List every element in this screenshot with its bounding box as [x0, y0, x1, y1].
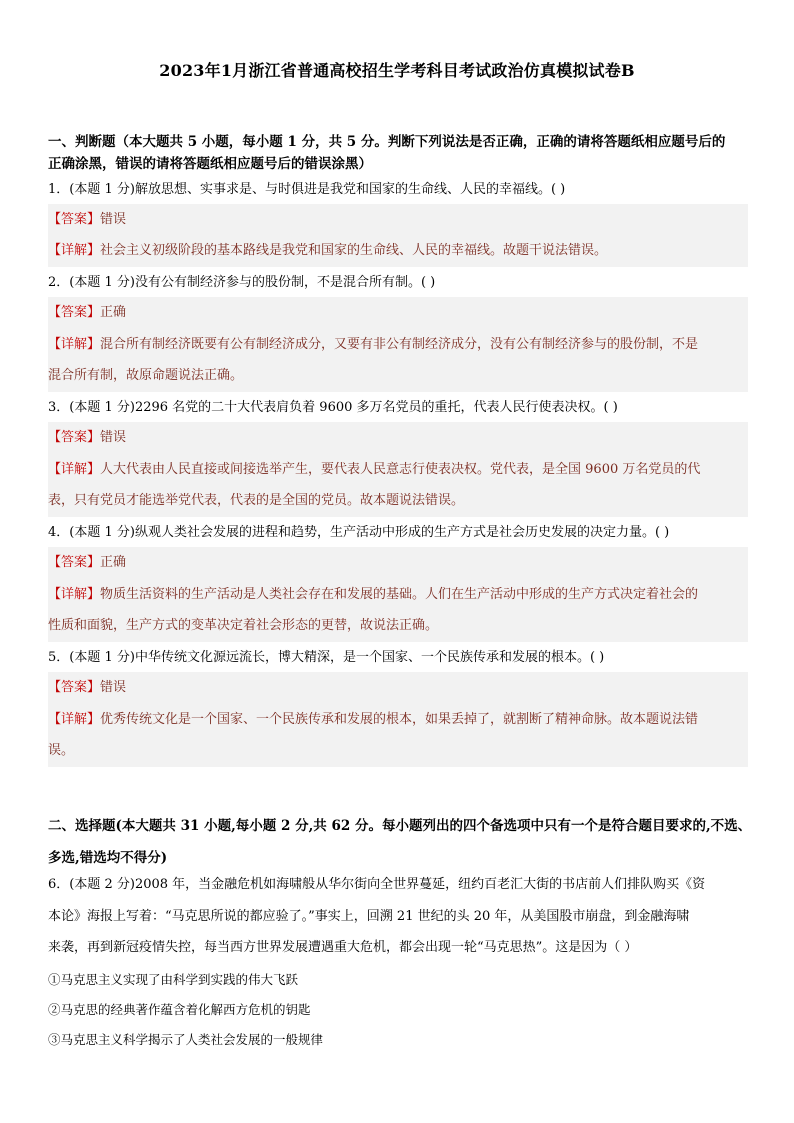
- page-title: 2023年1月浙江省普通高校招生学考科目考试政治仿真模拟试卷B: [159, 61, 635, 80]
- detail-text: 混合所有制经济既要有公有制经济成分，又要有非公有制经济成分，没有公有制经济参与的股份制，不是: [100, 337, 699, 352]
- section2-heading: [48, 815, 760, 869]
- detail-2-cont: 混合所有制，故原命题说法正确。: [48, 368, 244, 383]
- detail-3: [48, 460, 748, 480]
- detail-tag: 【详解】: [48, 712, 101, 727]
- question-2: 2．(本题 1 分)没有公有制经济参与的股份制，不是混合所有制。( ): [48, 275, 436, 290]
- question-4: 4．(本题 1 分)纵观人类社会发展的进程和趋势，生产活动中形成的生产方式是社会历史发展的决定力量。( ): [48, 525, 670, 540]
- answer-tag: 【答案】: [48, 305, 101, 320]
- detail-2: [48, 335, 748, 355]
- detail-4-cont: 性质和面貌，生产方式的变革决定着社会形态的更替，故说法正确。: [48, 618, 439, 633]
- answer-2: [48, 303, 748, 323]
- answer-value: 正确: [100, 555, 127, 570]
- section1-heading: [48, 131, 760, 175]
- section2-heading-line1: 二、选择题(本大题共 31 小题,每小题 2 分,共 62 分。每小题列出的四个备选项中只有一个是符合题目要求的,不选、: [48, 818, 752, 834]
- answer-tag: 【答案】: [48, 430, 101, 445]
- answer-1: [48, 210, 748, 230]
- detail-tag: 【详解】: [48, 462, 101, 477]
- question-1: 1．(本题 1 分)解放思想、实事求是、与时俱进是我党和国家的生命线、人民的幸福线。( ): [48, 182, 566, 197]
- detail-text: 优秀传统文化是一个国家、一个民族传承和发展的根本，如果丢掉了，就割断了精神命脉。故本题说法错: [100, 712, 699, 727]
- answer-tag: 【答案】: [48, 212, 101, 227]
- answer-tag: 【答案】: [48, 680, 101, 695]
- detail-text: 人大代表由人民直接或间接选举产生，要代表人民意志行使表决权。党代表，是全国 9600 万名党员的代: [100, 462, 701, 477]
- question-6-line2: 本论》海报上写着：“马克思所说的都应验了。”事实上，回溯 21 世纪的头 20 年，从美国股市崩盘，到金融海啸: [48, 909, 690, 924]
- answer-3: [48, 428, 748, 448]
- detail-tag: 【详解】: [48, 337, 101, 352]
- section2-heading-line2: 多选,错选均不得分): [48, 850, 168, 866]
- option-1: ①马克思主义实现了由科学到实践的伟大飞跃: [48, 972, 299, 987]
- detail-tag: 【详解】: [48, 587, 101, 602]
- answer-5: [48, 678, 748, 698]
- answer-value: 正确: [100, 305, 127, 320]
- detail-1: [48, 241, 748, 261]
- answer-tag: 【答案】: [48, 555, 101, 570]
- detail-3-cont: 表，只有党员才能选举党代表，代表的是全国的党员。故本题说法错误。: [48, 493, 465, 508]
- answer-value: 错误: [100, 680, 127, 695]
- detail-text: 物质生活资料的生产活动是人类社会存在和发展的基础。人们在生产活动中形成的生产方式决定着社会的: [100, 587, 699, 602]
- answer-4: [48, 553, 748, 573]
- detail-5: [48, 710, 748, 730]
- detail-4: [48, 585, 748, 605]
- detail-5-cont: 误。: [48, 743, 75, 758]
- question-6-line3: 来袭，再到新冠疫情失控，每当西方世界发展遭遇重大危机，都会出现一轮“马克思热”。这是因为（ ）: [48, 940, 638, 955]
- section1-heading-line2: 正确涂黑，错误的请将答题纸相应题号后的错误涂黑）: [48, 156, 372, 172]
- detail-tag: 【详解】: [48, 243, 101, 258]
- option-3: ③马克思主义科学揭示了人类社会发展的一般规律: [48, 1032, 324, 1047]
- answer-value: 错误: [100, 212, 127, 227]
- question-3: 3．(本题 1 分)2296 名党的二十大代表肩负着 9600 多万名党员的重托，代表人民行使表决权。( ): [48, 400, 618, 415]
- detail-text: 社会主义初级阶段的基本路线是我党和国家的生命线、人民的幸福线。故题干说法错误。: [100, 243, 608, 258]
- question-5: 5．(本题 1 分)中华传统文化源远流长，博大精深，是一个国家、一个民族传承和发展的根本。( ): [48, 650, 605, 665]
- answer-value: 错误: [100, 430, 127, 445]
- option-2: ②马克思的经典著作蕴含着化解西方危机的钥匙: [48, 1002, 311, 1017]
- question-6-line1: 6．(本题 2 分)2008 年，当金融危机如海啸般从华尔街向全世界蔓延，纽约百老汇大街的书店前人们排队购买《资: [48, 877, 706, 892]
- section1-heading-line1: 一、判断题（本大题共 5 小题，每小题 1 分，共 5 分。判断下列说法是否正确，正确的请将答题纸相应题号后的: [48, 134, 726, 150]
